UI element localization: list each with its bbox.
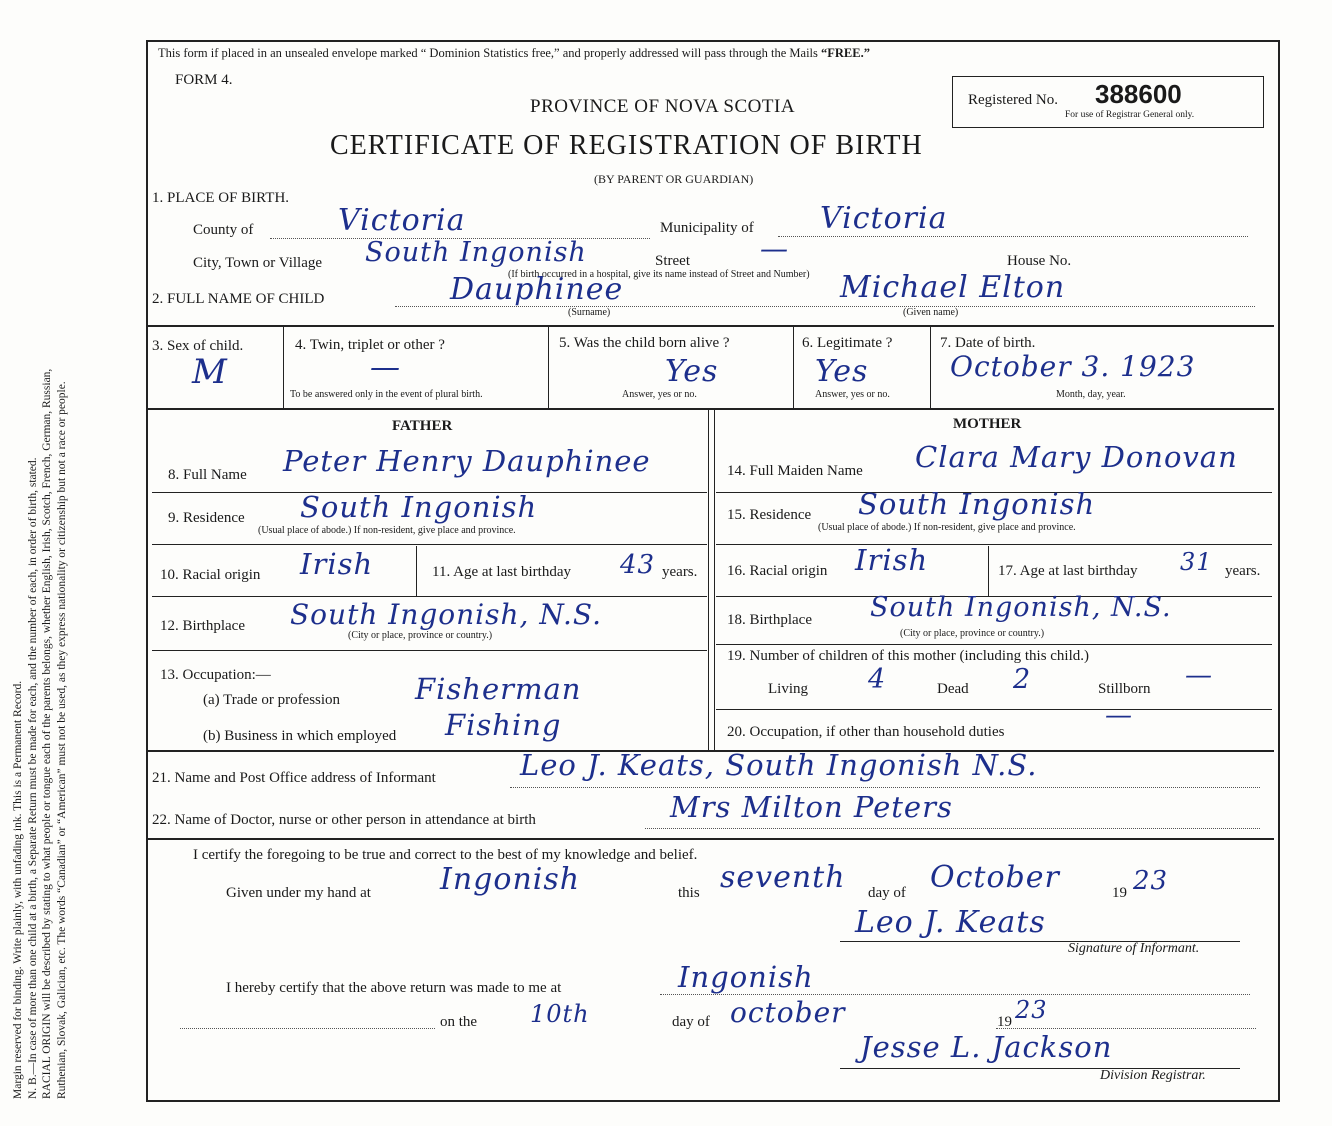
- rule: [548, 327, 549, 408]
- rule: [930, 327, 931, 408]
- doctor-label: 22. Name of Doctor, nurse or other person in attendance at birth: [152, 812, 536, 828]
- business-label: (b) Business in which employed: [203, 728, 397, 744]
- father-years-label: years.: [662, 564, 698, 580]
- rule: [793, 327, 794, 408]
- hospital-note: (If birth occurred in a hospital, give its name instead of Street and Number): [508, 269, 810, 280]
- trade-label: (a) Trade or profession: [203, 692, 341, 708]
- municipality-label: Municipality of: [660, 220, 754, 236]
- rule: [716, 644, 1272, 645]
- mail-notice: This form if placed in an unsealed envelope marked “ Dominion Statistics free,” and properly addressed will pass through the Mails “FREE.”: [158, 46, 870, 60]
- street-value: —: [760, 232, 789, 265]
- registrar-day-of-label: day of: [672, 1014, 710, 1030]
- registrar-only-note: For use of Registrar General only.: [1065, 110, 1195, 120]
- born-alive-label: 5. Was the child born alive ?: [559, 335, 730, 351]
- registered-box: [952, 76, 1264, 128]
- children-label: 19. Number of children of this mother (including this child.): [727, 648, 1090, 664]
- living-value: 4: [868, 664, 887, 695]
- rule: [148, 408, 1274, 410]
- registrar-month: october: [730, 996, 846, 1029]
- given-month: October: [930, 860, 1060, 895]
- father-abode-note: (Usual place of abode.) If non-resident, give place and province.: [258, 525, 516, 536]
- child-surname: Dauphinee: [450, 272, 624, 307]
- registrar-text: I hereby certify that the above return was made to me at: [226, 980, 562, 996]
- dotted-line: [395, 306, 1255, 307]
- this-label: this: [678, 885, 700, 901]
- street-label: Street: [655, 253, 690, 269]
- margin-note: Ruthenian, Slovak, Galician, etc. The words “Canadian” or “American” must not be used, as they express nationality or citizenship but not a race or people.: [55, 381, 68, 1099]
- rule: [283, 327, 284, 408]
- house-label: House No.: [1007, 253, 1072, 269]
- city-value: South Ingonish: [365, 237, 587, 268]
- mother-race-label: 16. Racial origin: [727, 563, 828, 579]
- margin-note: N. B.—In case of more than one child at a birth, a Separate Return must be made for each, and the number of each, in order of birth, stated.: [26, 457, 39, 1099]
- born-alive-note: Answer, yes or no.: [622, 389, 697, 400]
- mother-age-value: 31: [1180, 548, 1213, 576]
- father-birthplace-note: (City or place, province or country.): [348, 630, 493, 641]
- given-day: seventh: [720, 860, 846, 895]
- page-title: CERTIFICATE OF REGISTRATION OF BIRTH: [330, 130, 923, 161]
- margin-note: Margin reserved for binding. Write plainly, with unfading ink. This is a Permanent Record.: [12, 680, 24, 1099]
- business-value: Fishing: [445, 708, 562, 742]
- mother-birthplace-note: (City or place, province or country.): [900, 628, 1045, 639]
- signature-informant-label: Signature of Informant.: [1068, 941, 1200, 956]
- day-of-label: day of: [868, 885, 906, 901]
- dead-value: 2: [1013, 664, 1032, 695]
- doctor-value: Mrs Milton Peters: [670, 790, 953, 824]
- dotted-line: [660, 994, 1250, 995]
- dob-label: 7. Date of birth.: [940, 335, 1036, 351]
- registrar-year: 23: [1015, 996, 1048, 1024]
- division-registrar-label: Division Registrar.: [1100, 1068, 1206, 1083]
- occupation-label: 13. Occupation:—: [160, 667, 271, 683]
- registrar-place: Ingonish: [678, 960, 814, 994]
- surname-note: (Surname): [568, 307, 611, 318]
- born-alive-value: Yes: [665, 354, 719, 389]
- rule: [708, 410, 709, 750]
- given-note: (Given name): [903, 307, 959, 318]
- margin-note: RACIAL ORIGIN will be described by stating to what people or tongue each of the parents belongs, whether English, Irish, Scotch, French, German, Russian,: [41, 368, 53, 1099]
- father-age-label: 11. Age at last birthday: [432, 564, 571, 580]
- dead-label: Dead: [937, 681, 969, 697]
- father-name-value: Peter Henry Dauphinee: [283, 444, 651, 478]
- mother-birthplace-value: South Ingonish, N.S.: [870, 592, 1172, 623]
- father-name-label: 8. Full Name: [168, 467, 247, 483]
- on-the-label: on the: [440, 1014, 478, 1030]
- place-of-birth-label: 1. PLACE OF BIRTH.: [152, 190, 290, 206]
- living-label: Living: [768, 681, 808, 697]
- informant-label: 21. Name and Post Office address of Informant: [152, 770, 436, 786]
- father-residence-label: 9. Residence: [168, 510, 245, 526]
- mother-abode-note: (Usual place of abode.) If non-resident, give place and province.: [818, 522, 1076, 533]
- given-label: Given under my hand at: [226, 885, 371, 901]
- free-label: “FREE.”: [821, 46, 870, 60]
- margin-notes: [11, 79, 69, 1099]
- rule: [148, 325, 1274, 327]
- twin-value: —: [370, 350, 401, 385]
- city-label: City, Town or Village: [193, 255, 323, 271]
- dotted-line: [180, 1028, 435, 1029]
- informant-signature: Leo J. Keats: [855, 905, 1046, 940]
- rule: [416, 546, 417, 596]
- mother-residence-value: South Ingonish: [858, 487, 1096, 521]
- registrar-day: 10th: [530, 1000, 590, 1028]
- father-race-label: 10. Racial origin: [160, 567, 261, 583]
- legitimate-label: 6. Legitimate ?: [802, 335, 893, 351]
- dotted-line: [778, 236, 1248, 237]
- rule: [148, 838, 1274, 840]
- registrar-year-prefix: 19: [997, 1014, 1012, 1030]
- dob-note: Month, day, year.: [1056, 389, 1126, 400]
- father-age-value: 43: [620, 550, 656, 580]
- mother-years-label: years.: [1225, 563, 1261, 579]
- twin-label: 4. Twin, triplet or other ?: [295, 337, 445, 353]
- mother-residence-label: 15. Residence: [727, 507, 812, 523]
- mother-occupation-label: 20. Occupation, if other than household duties: [727, 724, 1005, 740]
- page-subtitle: (BY PARENT OR GUARDIAN): [594, 172, 754, 186]
- mother-heading: MOTHER: [953, 416, 1022, 432]
- rule: [152, 596, 707, 597]
- rule: [988, 546, 989, 596]
- father-residence-value: South Ingonish: [300, 490, 538, 524]
- father-birthplace-label: 12. Birthplace: [160, 618, 245, 634]
- father-heading: FATHER: [392, 418, 453, 434]
- sex-value: M: [192, 352, 228, 392]
- dotted-line: [510, 787, 1260, 788]
- child-given-name: Michael Elton: [840, 270, 1066, 305]
- given-year: 23: [1133, 866, 1169, 896]
- dob-value: October 3. 1923: [950, 350, 1196, 383]
- province-heading: PROVINCE OF NOVA SCOTIA: [530, 96, 796, 117]
- father-birthplace-value: South Ingonish, N.S.: [290, 598, 603, 631]
- sex-label: 3. Sex of child.: [152, 338, 244, 354]
- mother-occupation-value: —: [1105, 700, 1133, 731]
- mother-age-label: 17. Age at last birthday: [998, 563, 1138, 579]
- father-race-value: Irish: [300, 547, 374, 581]
- rule: [716, 709, 1272, 710]
- year-prefix: 19: [1112, 885, 1127, 901]
- rule: [152, 650, 707, 651]
- stillborn-label: Stillborn: [1098, 681, 1151, 697]
- twin-note: To be answered only in the event of plural birth.: [290, 389, 483, 400]
- dotted-line: [645, 828, 1260, 829]
- informant-value: Leo J. Keats, South Ingonish N.S.: [520, 748, 1038, 782]
- registrar-signature: Jesse L. Jackson: [860, 1030, 1113, 1064]
- child-name-label: 2. FULL NAME OF CHILD: [152, 291, 325, 307]
- legitimate-note: Answer, yes or no.: [815, 389, 890, 400]
- registered-label: Registered No.: [968, 92, 1058, 108]
- given-place: Ingonish: [440, 862, 581, 897]
- county-label: County of: [193, 222, 254, 238]
- form-number: FORM 4.: [175, 72, 233, 88]
- county-value: Victoria: [338, 203, 466, 238]
- rule: [714, 410, 715, 750]
- mother-name-value: Clara Mary Donovan: [915, 440, 1238, 474]
- rule: [152, 544, 707, 545]
- mother-birthplace-label: 18. Birthplace: [727, 612, 812, 628]
- municipality-value: Victoria: [820, 201, 948, 236]
- mother-race-value: Irish: [855, 543, 929, 577]
- rule: [716, 544, 1272, 545]
- trade-value: Fisherman: [415, 672, 582, 706]
- stillborn-value: —: [1185, 660, 1213, 691]
- registered-number: 388600: [1095, 79, 1182, 109]
- certify-text: I certify the foregoing to be true and correct to the best of my knowledge and belief.: [193, 847, 698, 863]
- mother-name-label: 14. Full Maiden Name: [727, 463, 863, 479]
- legitimate-value: Yes: [815, 354, 869, 389]
- dotted-line: [996, 1028, 1256, 1029]
